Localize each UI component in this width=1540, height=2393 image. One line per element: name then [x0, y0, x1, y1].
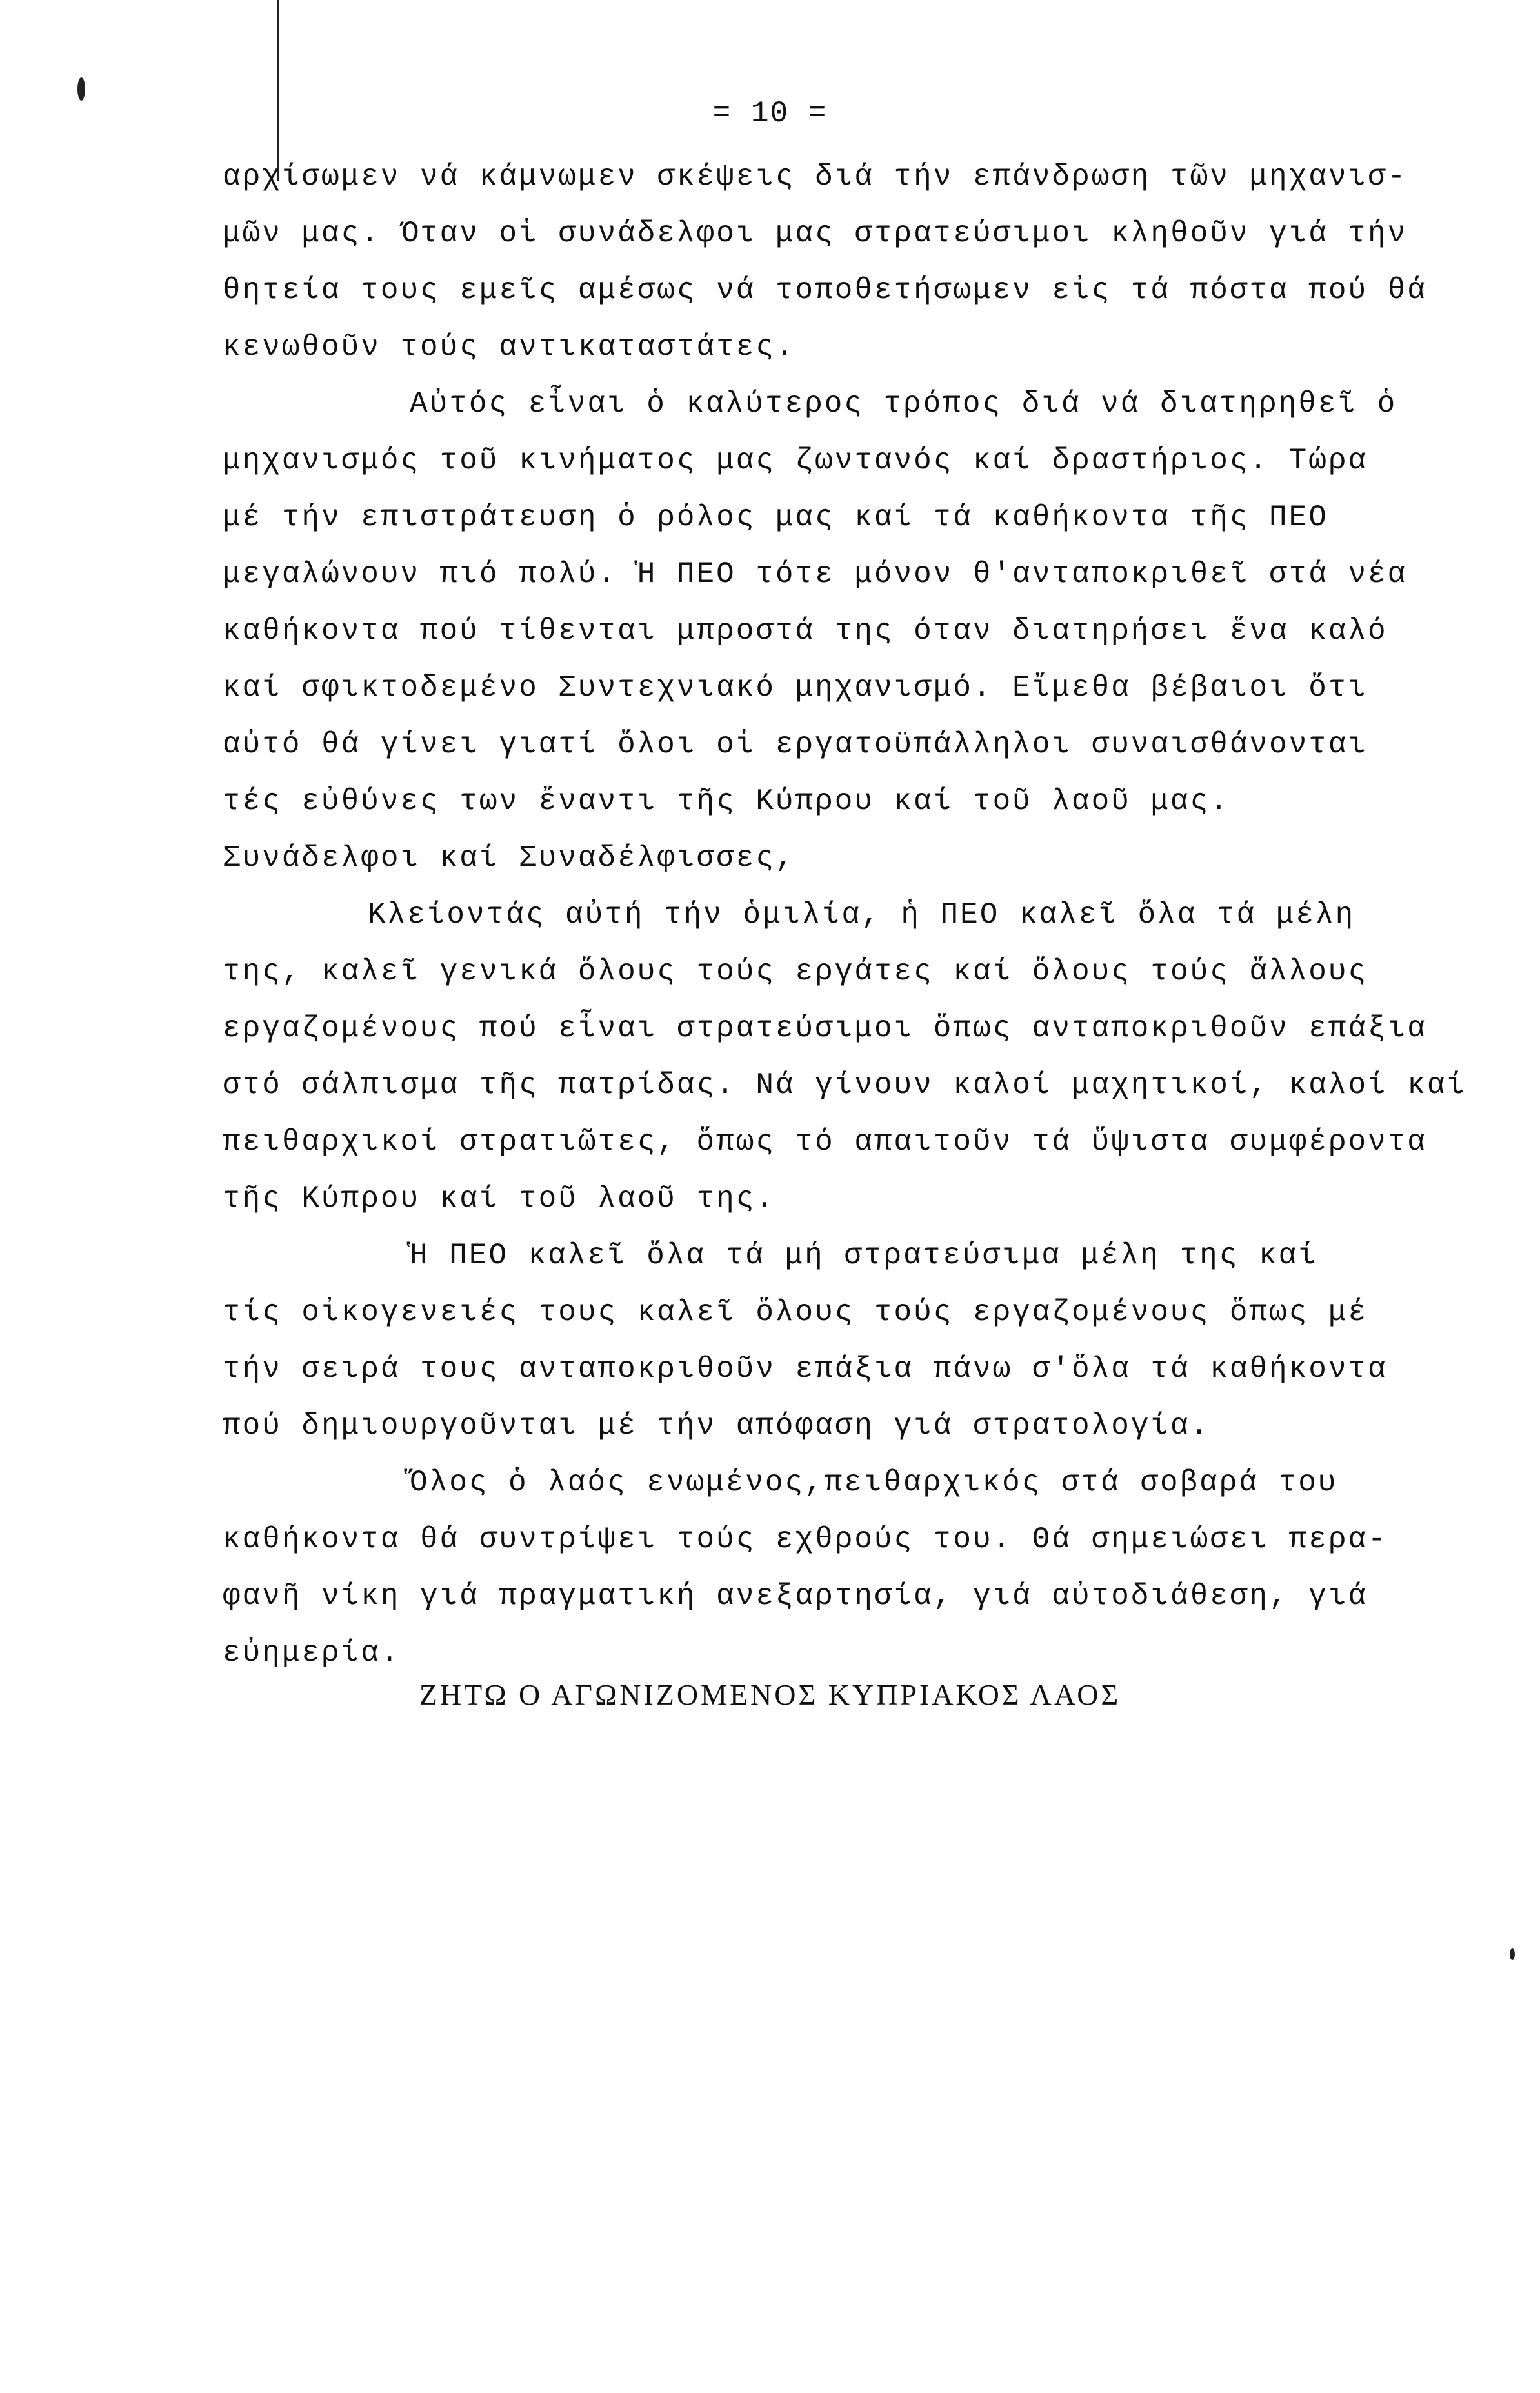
salutation-line: Συνάδελφοι καί Συναδέλφισσες, [223, 841, 795, 875]
text-line: θητεία τους εμεῖς αμέσως νά τοποθετήσωμεν εἰς τά πόστα πού θά [223, 274, 1427, 307]
text-line: πού δημιουργοῦνται μέ τήν απόφαση γιά στρατολογία. [223, 1409, 1210, 1443]
text-line: Ὅλος ὁ λαός ενωμένος,πειθαρχικός στά σοβαρά του [410, 1466, 1338, 1499]
text-line: καθήκοντα πού τίθενται μπροστά της όταν διατηρήσει ἕνα καλό [223, 614, 1388, 648]
text-line: μηχανισμός τοῦ κινήματος μας ζωντανός καί δραστήριος. Τώρα [223, 444, 1368, 477]
text-line: κενωθοῦν τούς αντικαταστάτες. [223, 330, 795, 364]
body-text [223, 148, 1467, 1681]
text-line: Ἡ ΠΕΟ καλεῖ ὅλα τά μή στρατεύσιμα μέλη της καί [410, 1239, 1318, 1272]
text-line: φανῆ νίκη γιά πραγματική ανεξαρτησία, γιά αὐτοδιάθεση, γιά [223, 1579, 1368, 1613]
closing-slogan: ΖΗΤΩ Ο ΑΓΩΝΙΖΟΜΕΝΟΣ ΚΥΠΡΙΑΚΟΣ ΛΑΟΣ [419, 1678, 1121, 1711]
text-line: τίς οἰκογενειές τους καλεῖ ὅλους τούς εργαζομένους ὅπως μέ [223, 1296, 1368, 1329]
text-line: Κλείοντάς αὐτή τήν ὁμιλία, ἡ ΠΕΟ καλεῖ ὅλα τά μέλη [368, 898, 1355, 932]
text-line: αὐτό θά γίνει γιατί ὅλοι οἱ εργατοϋπάλληλοι συναισθάνονται [223, 728, 1368, 761]
text-line: μῶν μας. Όταν οἱ συνάδελφοι μας στρατεύσιμοι κληθοῦν γιά τήν [223, 217, 1408, 250]
text-line: στό σάλπισμα τῆς πατρίδας. Νά γίνουν καλοί μαχητικοί, καλοί καί [223, 1068, 1467, 1102]
text-line: πειθαρχικοί στρατιῶτες, ὅπως τό απαιτοῦν τά ὕψιστα συμφέροντα [223, 1125, 1427, 1159]
text-line: της, καλεῖ γενικά ὅλους τούς εργάτες καί ὅλους τούς ἄλλους [223, 955, 1368, 988]
text-line: τήν σειρά τους ανταποκριθοῦν επάξια πάνω σ'ὅλα τά καθήκοντα [223, 1352, 1388, 1386]
text-line: αρχίσωμεν νά κάμνωμεν σκέψεις διά τήν επάνδρωση τῶν μηχανισ- [223, 160, 1408, 194]
text-line: τῆς Κύπρου καί τοῦ λαοῦ της. [223, 1182, 775, 1216]
text-line: εργαζομένους πού εἶναι στρατεύσιμοι ὅπως ανταποκριθοῦν επάξια [223, 1012, 1427, 1045]
text-line: τές εὐθύνες των ἔναντι τῆς Κύπρου καί τοῦ λαοῦ μας. [223, 785, 1230, 818]
text-line: καί σφικτοδεμένο Συντεχνιακό μηχανισμό. Εἴμεθα βέβαιοι ὅτι [223, 671, 1368, 705]
text-line: εὐημερία. [223, 1636, 401, 1670]
page-number: = 10 = [712, 97, 828, 130]
text-line: μεγαλώνουν πιό πολύ. Ἡ ΠΕΟ τότε μόνον θ'ανταποκριθεῖ στά νέα [223, 557, 1408, 591]
text-line: Αὐτός εἶναι ὁ καλύτερος τρόπος διά νά διατηρηθεῖ ὁ [410, 387, 1397, 421]
text-line: μέ τήν επιστράτευση ὁ ρόλος μας καί τά καθήκοντα τῆς ΠΕΟ [223, 501, 1328, 534]
text-line: καθήκοντα θά συντρίψει τούς εχθρούς του. Θά σημειώσει περα- [223, 1523, 1388, 1556]
ink-mark [1510, 1948, 1515, 1960]
